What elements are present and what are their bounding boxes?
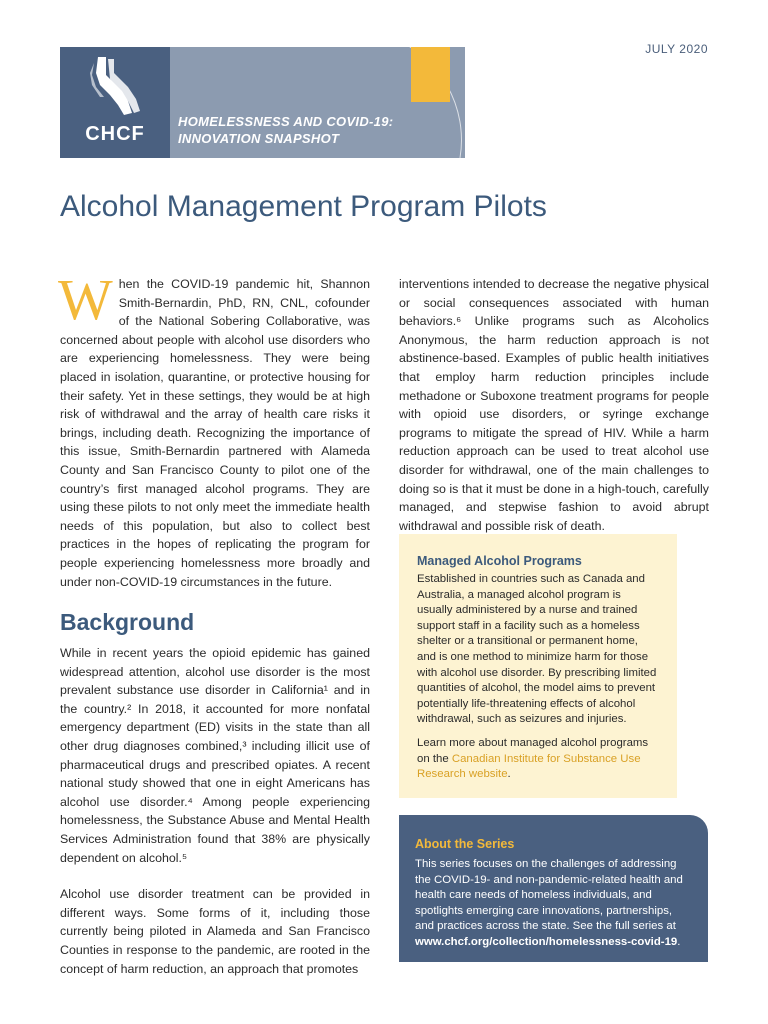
about-series-suffix: . bbox=[677, 935, 681, 948]
about-series-heading: About the Series bbox=[415, 837, 515, 851]
intro-text: hen the COVID-19 pandemic hit, Shannon Smith-Bernardin, PhD, RN, CNL, cofounder of the National Sobering Collaborative, was concerned about people with alcohol use disorders who are experiencing homelessness. They were being placed in isolation, quarantine, or protective housing for their safety. Yet in these settings, they would be at high risk of withdrawal and the array of health care risks it brings, including death. Recognizing the importance of this issue, Smith-Bernardin partnered with Alameda County and San Francisco County to pilot one of the country’s first managed alcohol programs. They are using these pilots to not only meet the immediate health needs of this population, but also to collect best practices in the hopes of replicating the program for people experiencing homelessness more broadly and under non-COVID-19 circumstances in the future. bbox=[60, 277, 370, 589]
managed-alcohol-callout bbox=[399, 534, 677, 798]
callout-heading: Managed Alcohol Programs bbox=[417, 554, 582, 568]
logo-wordmark: CHCF bbox=[85, 123, 145, 145]
intro-paragraph bbox=[58, 267, 370, 591]
publication-date: JULY 2020 bbox=[645, 42, 708, 56]
california-state-icon bbox=[88, 55, 144, 117]
series-url-link[interactable]: www.chcf.org/collection/homelessness-covid-19 bbox=[415, 935, 678, 948]
about-series-callout bbox=[399, 815, 708, 962]
learn-more-prefix: Learn more about managed alcohol programs on the bbox=[417, 736, 649, 765]
series-title-line2: INNOVATION SNAPSHOT bbox=[178, 131, 340, 146]
accent-square bbox=[411, 47, 450, 102]
callout-text: Established in countries such as Canada and Australia, a managed alcohol program is usually administered by a nurse and trained support staff in a facility such as a homeless shelter or a transitional or permanent home, and is one method to minimize harm for those with alcohol use disorder. By prescribing limited quantities of alcohol, the model aims to prevent potentially life-threatening effects of alcohol withdrawal, such as seizures and injuries. bbox=[417, 573, 657, 726]
left-column bbox=[58, 267, 370, 978]
right-column bbox=[399, 275, 709, 535]
series-title-line1: HOMELESSNESS AND COVID-19: bbox=[178, 114, 394, 129]
learn-more-suffix: . bbox=[507, 768, 511, 781]
background-paragraph-1: While in recent years the opioid epidemic has gained widespread attention, alcohol use disorder is the most prevalent substance use disorder in California¹ and in the country.² In 2018, it accounted for more nonfatal emergency department (ED) visits in the state than all other drug diagnoses combined,³ including illicit use of pharmaceutical drugs and prescribed opiates. A recent national study showed that one in eight Americans has alcohol use disorder.⁴ Among people experiencing homelessness, the Substance Abuse and Mental Health Services Administration found that 38% are physically dependent on alcohol.⁵ bbox=[60, 646, 370, 865]
background-paragraph-2: Alcohol use disorder treatment can be provided in different ways. Some forms of it, including those currently being piloted in Alameda and San Francisco Counties in response to the pandemic, are rooted in the concept of harm reduction, an approach that promotes bbox=[60, 887, 370, 976]
drop-cap: W bbox=[58, 267, 113, 332]
about-series-text bbox=[415, 857, 692, 951]
background-heading: Background bbox=[60, 609, 195, 636]
learn-more-text bbox=[417, 736, 659, 783]
page-title: Alcohol Management Program Pilots bbox=[60, 190, 547, 223]
series-title bbox=[178, 113, 393, 147]
canadian-institute-link[interactable]: Canadian Institute for Substance Use Research website bbox=[417, 752, 641, 781]
about-series-body: This series focuses on the challenges of addressing the COVID-19- and non-pandemic-related health and health care needs of homeless individuals, and spotlights emerging care innovations, partnerships, and practices across the state. See the full series at bbox=[415, 858, 683, 933]
harm-reduction-paragraph: interventions intended to decrease the negative physical or social consequences associated with human behaviors.⁶ Unlike programs such as Alcoholics Anonymous, the harm reduction approach is not abstinence-based. Examples of public health initiatives that employ harm reduction principles include methadone or Suboxone treatment programs for people with opioid use disorders, or syringe exchange programs to mitigate the spread of HIV. While a harm reduction approach can be used to treat alcohol use disorder for withdrawal, one of the main challenges to doing so is that it must be done in a high-touch, carefully managed, and stepwise fashion to avoid abrupt withdrawal and possible risk of death. bbox=[399, 277, 709, 533]
chcf-logo[interactable] bbox=[60, 47, 170, 158]
header-banner bbox=[60, 47, 465, 158]
